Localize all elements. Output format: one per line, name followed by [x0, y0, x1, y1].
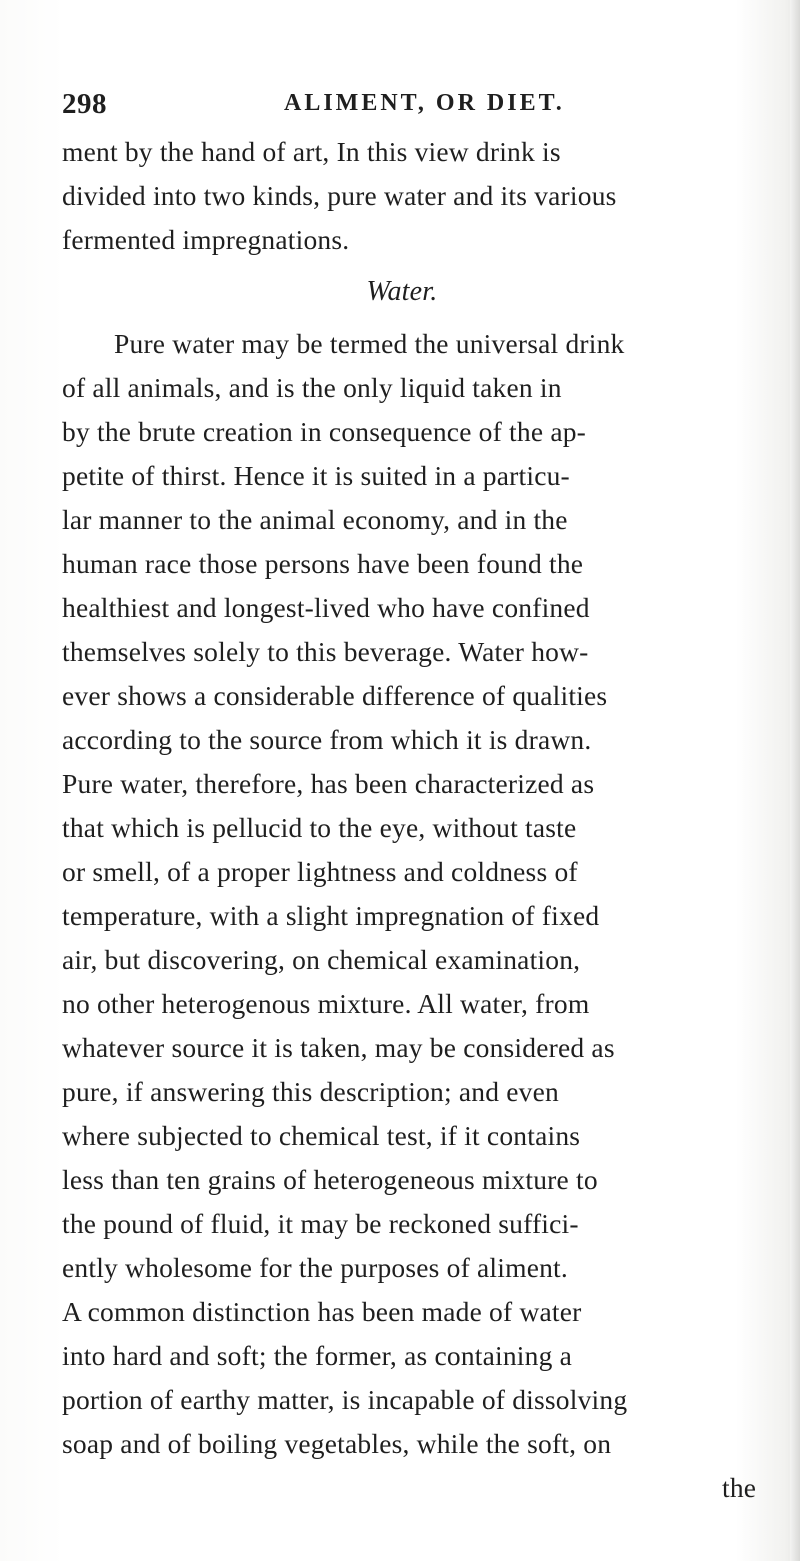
text-line: by the brute creation in consequence of the ap- — [62, 416, 587, 447]
page-number: 298 — [62, 88, 107, 120]
body-text — [62, 130, 782, 1510]
text-line: themselves solely to this beverage. Water how- — [62, 636, 589, 667]
text-line: ment by the hand of art, In this view drink is — [62, 136, 561, 167]
text-line: temperature, with a slight impregnation of fixed — [62, 900, 600, 931]
text-line: or smell, of a proper lightness and coldness of — [62, 856, 578, 887]
text-line: divided into two kinds, pure water and its various — [62, 180, 617, 211]
text-line: lar manner to the animal economy, and in the — [62, 504, 568, 535]
text-line: petite of thirst. Hence it is suited in a particu- — [62, 460, 570, 491]
text-line: ently wholesome for the purposes of aliment. — [62, 1252, 568, 1283]
text-line: Pure water, therefore, has been characterized as — [62, 768, 595, 799]
running-head — [62, 88, 742, 124]
text-line: air, but discovering, on chemical examination, — [62, 944, 581, 975]
text-line: healthiest and longest-lived who have confined — [62, 592, 590, 623]
text-line: portion of earthy matter, is incapable of dissolving — [62, 1384, 628, 1415]
catchword: the — [722, 1472, 757, 1503]
text-line: soap and of boiling vegetables, while the soft, on — [62, 1428, 612, 1459]
text-line: A common distinction has been made of water — [62, 1296, 582, 1327]
text-line: the pound of fluid, it may be reckoned suffici- — [62, 1208, 579, 1239]
text-line: Pure water may be termed the universal drink — [114, 328, 625, 359]
text-line: human race those persons have been found the — [62, 548, 584, 579]
text-line: no other heterogenous mixture. All water, from — [62, 988, 590, 1019]
text-line: that which is pellucid to the eye, without taste — [62, 812, 577, 843]
text-line: fermented impregnations. — [62, 224, 350, 255]
page-edge — [790, 0, 800, 1561]
text-line: where subjected to chemical test, if it contains — [62, 1120, 581, 1151]
text-line: of all animals, and is the only liquid taken in — [62, 372, 562, 403]
running-title: ALIMENT, OR DIET. — [284, 90, 565, 116]
text-line: pure, if answering this description; and even — [62, 1076, 559, 1107]
text-line: into hard and soft; the former, as containing a — [62, 1340, 573, 1371]
section-heading: Water. — [366, 276, 438, 307]
text-line: whatever source it is taken, may be considered as — [62, 1032, 615, 1063]
text-line: according to the source from which it is drawn. — [62, 724, 592, 755]
text-line: ever shows a considerable difference of qualities — [62, 680, 608, 711]
text-line: less than ten grains of heterogeneous mixture to — [62, 1164, 598, 1195]
